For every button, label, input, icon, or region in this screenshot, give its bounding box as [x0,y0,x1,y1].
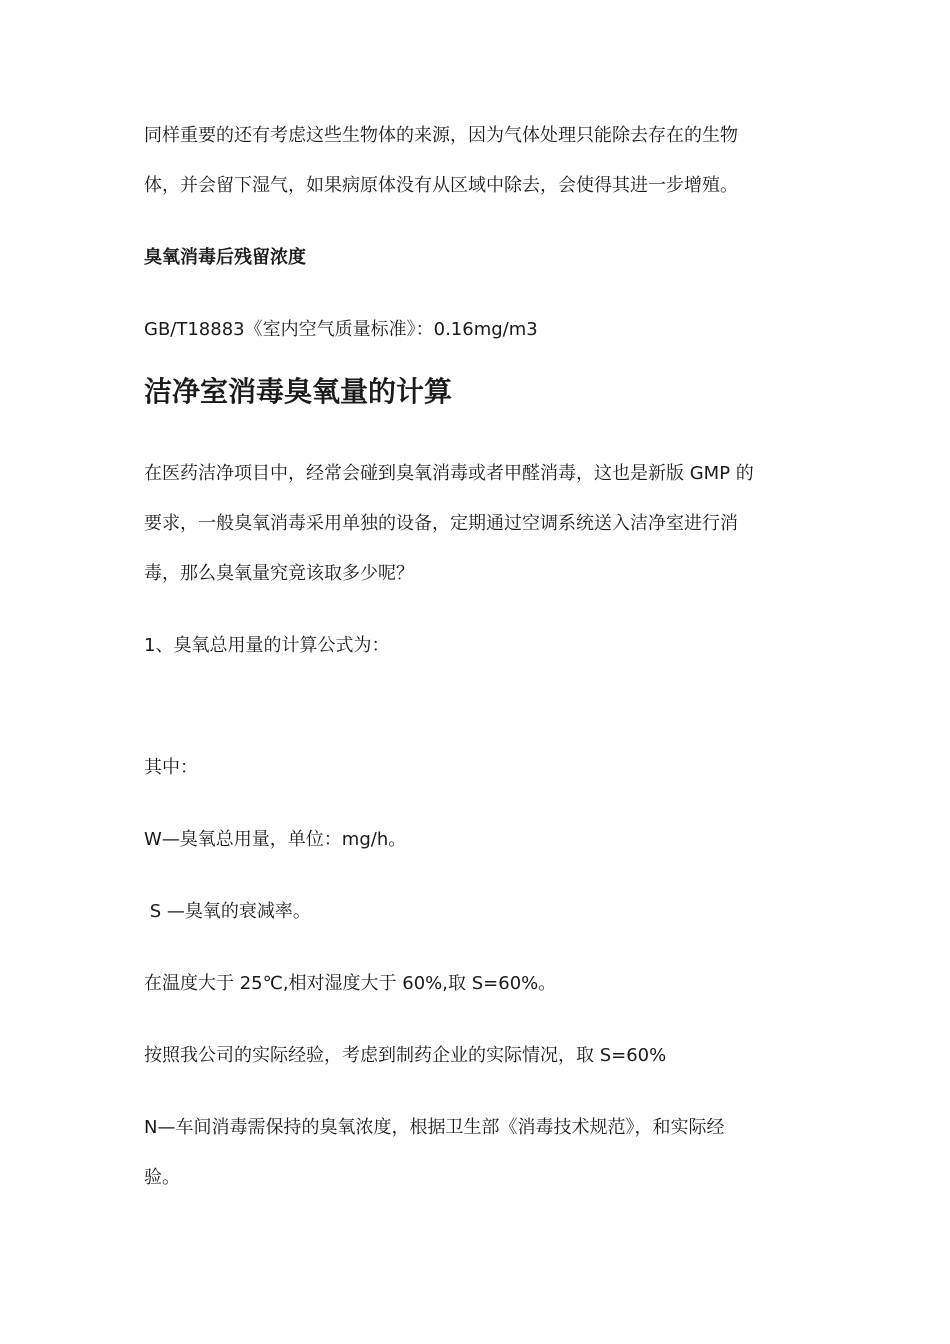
paragraph-line: 体，并会留下湿气，如果病原体没有从区域中除去，会使得其进一步增殖。 [144,175,738,196]
section-subheading: 臭氧消毒后残留浓度 [144,247,306,268]
standard-reference: GB/T18883《室内空气质量标准》：0.16mg/m3 [144,319,538,340]
definition-n-continued: 验。 [144,1167,180,1188]
formula-intro: 1、臭氧总用量的计算公式为： [144,635,390,656]
where-label: 其中： [144,757,198,778]
paragraph-line: 同样重要的还有考虑这些生物体的来源，因为气体处理只能除去存在的生物 [144,125,738,146]
company-experience: 按照我公司的实际经验，考虑到制药企业的实际情况，取 S=60% [144,1045,667,1066]
definition-s: S —臭氧的衰减率。 [144,901,311,922]
section-heading: 洁净室消毒臭氧量的计算 [144,375,453,408]
paragraph-line: 毒，那么臭氧量究竟该取多少呢？ [144,563,414,584]
paragraph-line: 在医药洁净项目中，经常会碰到臭氧消毒或者甲醛消毒，这也是新版 GMP 的 [144,463,754,484]
condition-s: 在温度大于 25℃,相对湿度大于 60%,取 S=60%。 [144,973,557,994]
definition-w: W—臭氧总用量，单位：mg/h。 [144,829,407,850]
paragraph-line: 要求，一般臭氧消毒采用单独的设备，定期通过空调系统送入洁净室进行消 [144,513,738,534]
definition-n: N—车间消毒需保持的臭氧浓度，根据卫生部《消毒技术规范》，和实际经 [144,1117,725,1138]
